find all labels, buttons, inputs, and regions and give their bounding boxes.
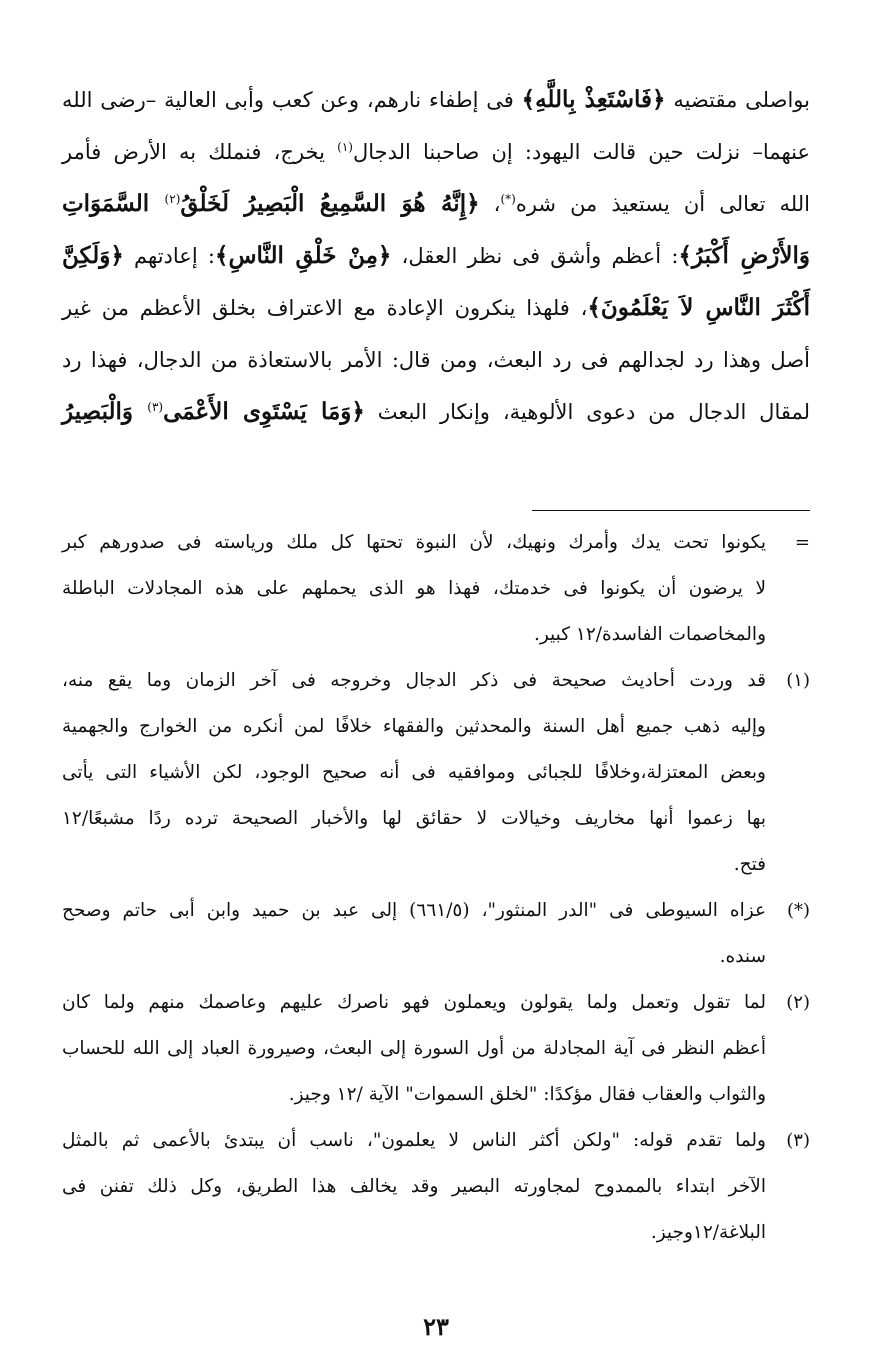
footnote-marker: =: [794, 532, 810, 553]
footnote: [62, 520, 810, 658]
quran-quote: أَكْثَرَ النَّاسِ لاَ يَعْلَمُونَ﴾: [587, 294, 810, 321]
quran-quote: ﴿وَلَكِنَّ: [62, 242, 124, 269]
text-run: بواصلى مقتضيه: [665, 88, 810, 112]
footnote-ref: (٢): [164, 192, 181, 206]
footnote-line: وإليه ذهب جميع أهل السنة والمحدثين والفقهاء خلافًا لمن أنكره من الخوارج والجهمية: [62, 716, 766, 737]
footnote-line: وبعض المعتزلة،وخلافًا للجبائى وموافقيه فى أنه صحيح الوجود، لكن الأشياء التى يأتى: [62, 762, 766, 783]
main-text: [62, 74, 810, 438]
text-run: فى إطفاء نارهم، وعن كعب وأبى العالية –رضى الله: [62, 88, 522, 112]
footnote: [62, 980, 810, 1118]
footnote-ref: (٣): [147, 400, 164, 414]
text-line: [62, 334, 810, 386]
text-run: الله تعالى أن يستعيذ من شره: [515, 192, 810, 216]
footnote-ref: (١): [337, 140, 353, 154]
text-line: [62, 282, 810, 334]
page: [62, 74, 810, 1364]
footnote-marker: (٣): [786, 1130, 810, 1151]
quran-quote: السَّمَوَاتِ: [62, 190, 165, 217]
footnote-line: لما تقول وتعمل ولما يقولون ويعملون فهو ناصرك عليهم وعاصمك منهم ولما كان: [62, 992, 766, 1013]
footnote-line: والمخاصمات الفاسدة/١٢ كبير.: [533, 624, 766, 645]
quran-quote: ﴿إِنَّهُ هُوَ السَّمِيعُ الْبَصِيرُ لَخَلْقُ: [180, 190, 480, 217]
text-run: عنهما– نزلت حين قالت اليهود: إن صاحبنا الدجال: [352, 140, 810, 164]
footnote: [62, 888, 810, 980]
footnote-line: والثواب والعقاب فقال مؤكدًا: "لخلق السموات" الآية /١٢ وجيز.: [288, 1084, 766, 1105]
footnotes: [62, 520, 810, 1256]
text-run: ،: [479, 192, 501, 216]
quran-quote: وَالْبَصِيرُ: [62, 398, 148, 425]
quran-quote: ﴿فَاسْتَعِذْ بِاللَّهِ﴾: [521, 86, 666, 113]
quran-quote: ﴿مِنْ خَلْقِ النَّاسِ﴾: [215, 242, 392, 269]
footnote-line: الآخر ابتداء بالممدوح لمجاورته البصير وقد يخالف هذا الطريق، وكل ذلك تفنن فى: [62, 1176, 766, 1197]
footnote-line: سنده.: [719, 946, 766, 967]
footnote: [62, 1118, 810, 1256]
text-line: [62, 126, 810, 178]
footnote-marker: (*): [786, 900, 810, 921]
footnote-ref: (*): [500, 192, 516, 206]
footnote: [62, 658, 810, 888]
text-line: [62, 74, 810, 126]
quran-quote: ﴿وَمَا يَسْتَوِى الأَعْمَى: [163, 398, 365, 425]
quran-quote: وَالأَرْضِ أَكْبَرُ﴾: [678, 242, 811, 269]
footnote-marker: (١): [786, 670, 810, 691]
footnote-line: فتح.: [733, 854, 766, 875]
footnote-line: البلاغة/١٢وجيز.: [650, 1222, 766, 1243]
footnote-line: قد وردت أحاديث صحيحة فى ذكر الدجال وخروجه فى آخر الزمان وما يقع منه،: [62, 670, 766, 691]
text-line: [62, 230, 810, 282]
text-run: أصل وهذا رد لجدالهم فى رد البعث، ومن قال: الأمر بالاستعاذة من الدجال، فهذا رد: [62, 348, 810, 372]
footnote-line: عزاه السيوطى فى "الدر المنثور"، (٦٦١/٥) إلى عبد بن حميد وابن أبى حاتم وصحح: [62, 900, 766, 921]
text-run: : إعادتهم: [123, 244, 215, 268]
text-run: لمقال الدجال من دعوى الألوهية، وإنكار البعث: [364, 400, 810, 424]
footnote-line: بها زعموا أنها مخاريف وخيالات لا حقائق لها والأخبار الصحيحة ترده ردًا مشبعًا/١٢: [62, 808, 766, 829]
page-number: ٢٣: [423, 1312, 449, 1341]
text-run: يخرج، فنملك به الأرض فأمر: [62, 140, 338, 164]
footnote-line: يكونوا تحت يدك وأمرك ونهيك، لأن النبوة تحتها كل ملك ورياسته فى صدورهم كبر: [62, 532, 766, 553]
text-run: ، فلهذا ينكرون الإعادة مع الاعتراف بخلق الأعظم من غير: [62, 296, 588, 320]
text-line: [62, 178, 810, 230]
footnote-separator: [532, 510, 810, 511]
footnote-line: ولما تقدم قوله: "ولكن أكثر الناس لا يعلمون"، ناسب أن يبتدئ بالأعمى ثم بالمثل: [62, 1130, 766, 1151]
text-run: : أعظم وأشق فى نظر العقل،: [391, 244, 679, 268]
text-line: [62, 386, 810, 438]
footnote-line: أعظم النظر فى آية المجادلة من أول السورة إلى البعث، وصيرورة العباد إلى الله للحساب: [62, 1038, 766, 1059]
footnote-line: لا يرضون أن يكونوا فى خدمتك، فهذا هو الذى يحملهم على هذه المجادلات الباطلة: [62, 578, 766, 599]
footnote-marker: (٢): [786, 992, 810, 1013]
